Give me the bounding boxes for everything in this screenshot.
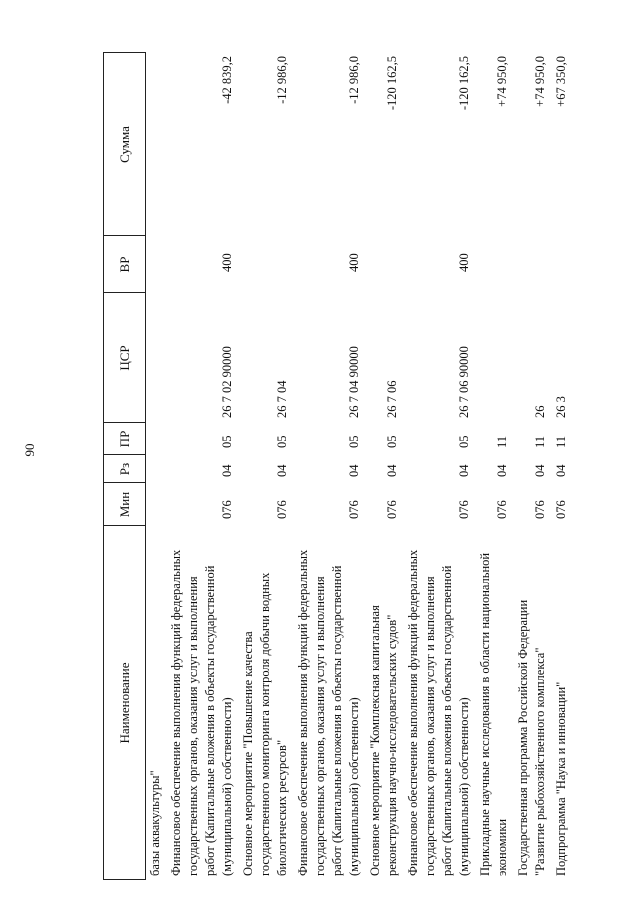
- row-name-line: работ (Капитальные вложения в объекты государственной: [203, 565, 217, 876]
- cell-pr: 05: [385, 435, 399, 448]
- row-name-line: государственных органов, оказания услуг и выполнения: [313, 576, 327, 876]
- row-name: [405, 530, 473, 876]
- row-name-line: работ (Капитальные вложения в объекты государственной: [440, 565, 454, 876]
- cell-rz: 04: [347, 464, 361, 477]
- cell-csr: 26 7 06: [385, 380, 399, 418]
- cell-min: 076: [533, 500, 547, 519]
- cell-sum: +67 350,0: [554, 56, 568, 107]
- cell-pr: 05: [220, 435, 234, 448]
- row-name: [477, 530, 511, 876]
- cell-pr: 11: [533, 435, 547, 448]
- row-name-line: Подпрограмма "Наука и инновации": [554, 681, 568, 876]
- cell-csr: 26 7 04 90000: [347, 346, 361, 418]
- cell-rz: 04: [385, 464, 399, 477]
- row-name-line: (муниципальной) собственности): [220, 697, 234, 876]
- cell-sum: -120 162,5: [457, 56, 471, 111]
- cell-rz: 04: [220, 464, 234, 477]
- row-name-line: Основное мероприятие "Комплексная капитальная: [368, 605, 382, 876]
- cell-rz: 04: [533, 464, 547, 477]
- cell-csr: 26: [533, 405, 547, 418]
- row-name: [168, 530, 236, 876]
- cell-sum: +74 950,0: [533, 56, 547, 107]
- cell-csr: 26 7 06 90000: [457, 346, 471, 418]
- header-min: Мин: [116, 491, 132, 518]
- cell-csr: 26 7 04: [275, 380, 289, 418]
- cell-rz: 04: [457, 464, 471, 477]
- page-number: 90: [22, 443, 37, 457]
- row-name-line: базы аквакультуры": [148, 770, 162, 876]
- row-name: [553, 530, 570, 876]
- cell-pr: 11: [495, 435, 509, 448]
- cell-sum: -120 162,5: [385, 56, 399, 111]
- cell-min: 076: [220, 500, 234, 519]
- cell-csr: 26 7 02 90000: [220, 346, 234, 418]
- row-name-line: Финансовое обеспечение выполнения функций федеральных: [169, 549, 183, 876]
- cell-rz: 04: [554, 464, 568, 477]
- row-name-line: Основное мероприятие "Повышение качества: [241, 631, 255, 876]
- row-name-line: Прикладные научные исследования в области национальной: [478, 552, 492, 876]
- row-name-line: Финансовое обеспечение выполнения функций федеральных: [296, 549, 310, 876]
- header-csr: ЦСР: [116, 345, 132, 371]
- cell-vr: 400: [220, 253, 234, 272]
- row-name: [367, 530, 401, 876]
- cell-pr: 11: [554, 435, 568, 448]
- cell-sum: +74 950,0: [495, 56, 509, 107]
- row-name-line: (муниципальной) собственности): [457, 697, 471, 876]
- cell-min: 076: [347, 500, 361, 519]
- row-name-line: реконструкция научно-исследовательских судов": [385, 614, 399, 876]
- row-name-line: "Развитие рыбохозяйственного комплекса": [533, 647, 547, 876]
- rotated-table-page: [103, 52, 586, 880]
- row-name-line: Государственная программа Российской Федерации: [516, 599, 530, 876]
- row-name: [515, 530, 549, 876]
- cell-sum: -42 839,2: [220, 56, 234, 104]
- header-sum: Сумма: [116, 126, 132, 163]
- row-name-line: государственных органов, оказания услуг и выполнения: [186, 576, 200, 876]
- header-bottom-border: [145, 52, 146, 880]
- cell-rz: 04: [275, 464, 289, 477]
- row-name-line: экономики: [495, 818, 509, 876]
- cell-vr: 400: [347, 253, 361, 272]
- cell-sum: -12 986,0: [347, 56, 361, 104]
- cell-min: 076: [385, 500, 399, 519]
- cell-pr: 05: [347, 435, 361, 448]
- cell-vr: 400: [457, 253, 471, 272]
- cell-csr: 26 3: [554, 396, 568, 418]
- row-name: [295, 530, 363, 876]
- cell-min: 076: [275, 500, 289, 519]
- row-name-line: государственного мониторинга контроля добычи водных: [258, 572, 272, 876]
- row-name: [240, 530, 291, 876]
- budget-table: [103, 52, 586, 880]
- row-name-line: государственных органов, оказания услуг и выполнения: [423, 576, 437, 876]
- row-name-line: Финансовое обеспечение выполнения функций федеральных: [406, 549, 420, 876]
- header-pr: ПР: [116, 430, 132, 448]
- cell-sum: -12 986,0: [275, 56, 289, 104]
- cell-min: 076: [457, 500, 471, 519]
- header-vr: ВР: [116, 256, 132, 273]
- row-name-line: (муниципальной) собственности): [347, 697, 361, 876]
- cell-rz: 04: [495, 464, 509, 477]
- row-name-line: работ (Капитальные вложения в объекты государственной: [330, 565, 344, 876]
- row-name: [147, 530, 164, 876]
- cell-min: 076: [495, 500, 509, 519]
- row-name-line: биологических ресурсов": [275, 739, 289, 876]
- cell-min: 076: [554, 500, 568, 519]
- header-rz: Рз: [116, 462, 132, 476]
- header-name: Наименование: [116, 662, 132, 744]
- cell-pr: 05: [457, 435, 471, 448]
- cell-pr: 05: [275, 435, 289, 448]
